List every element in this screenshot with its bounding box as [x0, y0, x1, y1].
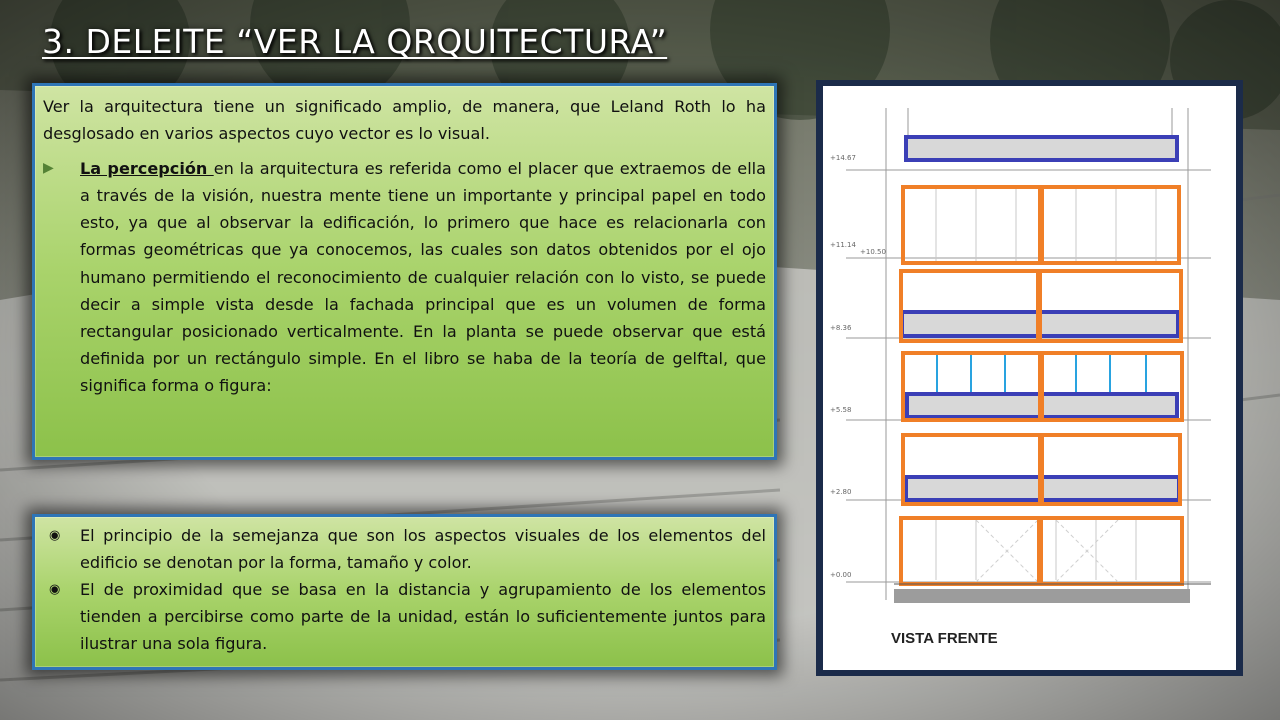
principle-text: El de proximidad que se basa en la distancia y agrupamiento de los elementos tienden a percibirse como parte de la unidad, están lo suficientemente juntos para ilustrar una sola figura.: [80, 580, 766, 654]
level-label: +8.36: [830, 324, 852, 332]
circle-dot-bullet-icon: ◉: [49, 528, 61, 543]
principle-text: El principio de la semejanza que son los aspectos visuales de los elementos del edificio se denotan por la forma, tamaño y color.: [80, 526, 766, 573]
level-label: +5.58: [830, 406, 852, 414]
perception-bullet: [43, 155, 766, 399]
facade-drawing: [816, 80, 1243, 676]
intro-paragraph: Ver la arquitectura tiene un significado amplio, de manera, que Leland Roth lo ha desglosado en varios aspectos cuyo vector es lo visual.: [43, 97, 766, 144]
perception-text: [80, 155, 766, 399]
level-label: +14.67: [830, 154, 856, 162]
triangle-bullet-icon: ▶: [43, 160, 54, 177]
level-label: +11.14: [830, 241, 856, 249]
perception-textbox: [32, 83, 777, 460]
circle-dot-bullet-icon: ◉: [49, 582, 61, 598]
principles-textbox: [32, 514, 777, 670]
level-label: +0.00: [830, 571, 852, 579]
principle-item: [43, 576, 766, 657]
level-label: +10.50: [860, 248, 886, 256]
principle-item: [43, 522, 766, 576]
perception-term: La percepción: [80, 159, 214, 179]
drawing-caption: VISTA FRENTE: [891, 630, 998, 647]
level-label: +2.80: [830, 488, 852, 496]
perception-body: en la arquitectura es referida como el placer que extraemos de ella a través de la visión, nuestra mente tiene un importante y principal papel en todo esto, ya que al observar la edificación, lo primero que hace es relacionarla con formas geométricas que ya conocemos, las cuales son datos obtenidos por el ojo humano permitiendo el reconocimiento de cualquier relación con lo visto, se puede decir a simple vista desde la fachada principal que es un volumen de forma rectangular posicionado verticalmente. En la planta se puede observar que está definida por un rectángulo simple. En el libro se haba de la teoría de gelftal, que significa forma o figura:: [80, 159, 766, 395]
slide-title: 3. DELEITE “VER LA QRQUITECTURA”: [42, 22, 668, 61]
ground-base: [894, 589, 1190, 603]
